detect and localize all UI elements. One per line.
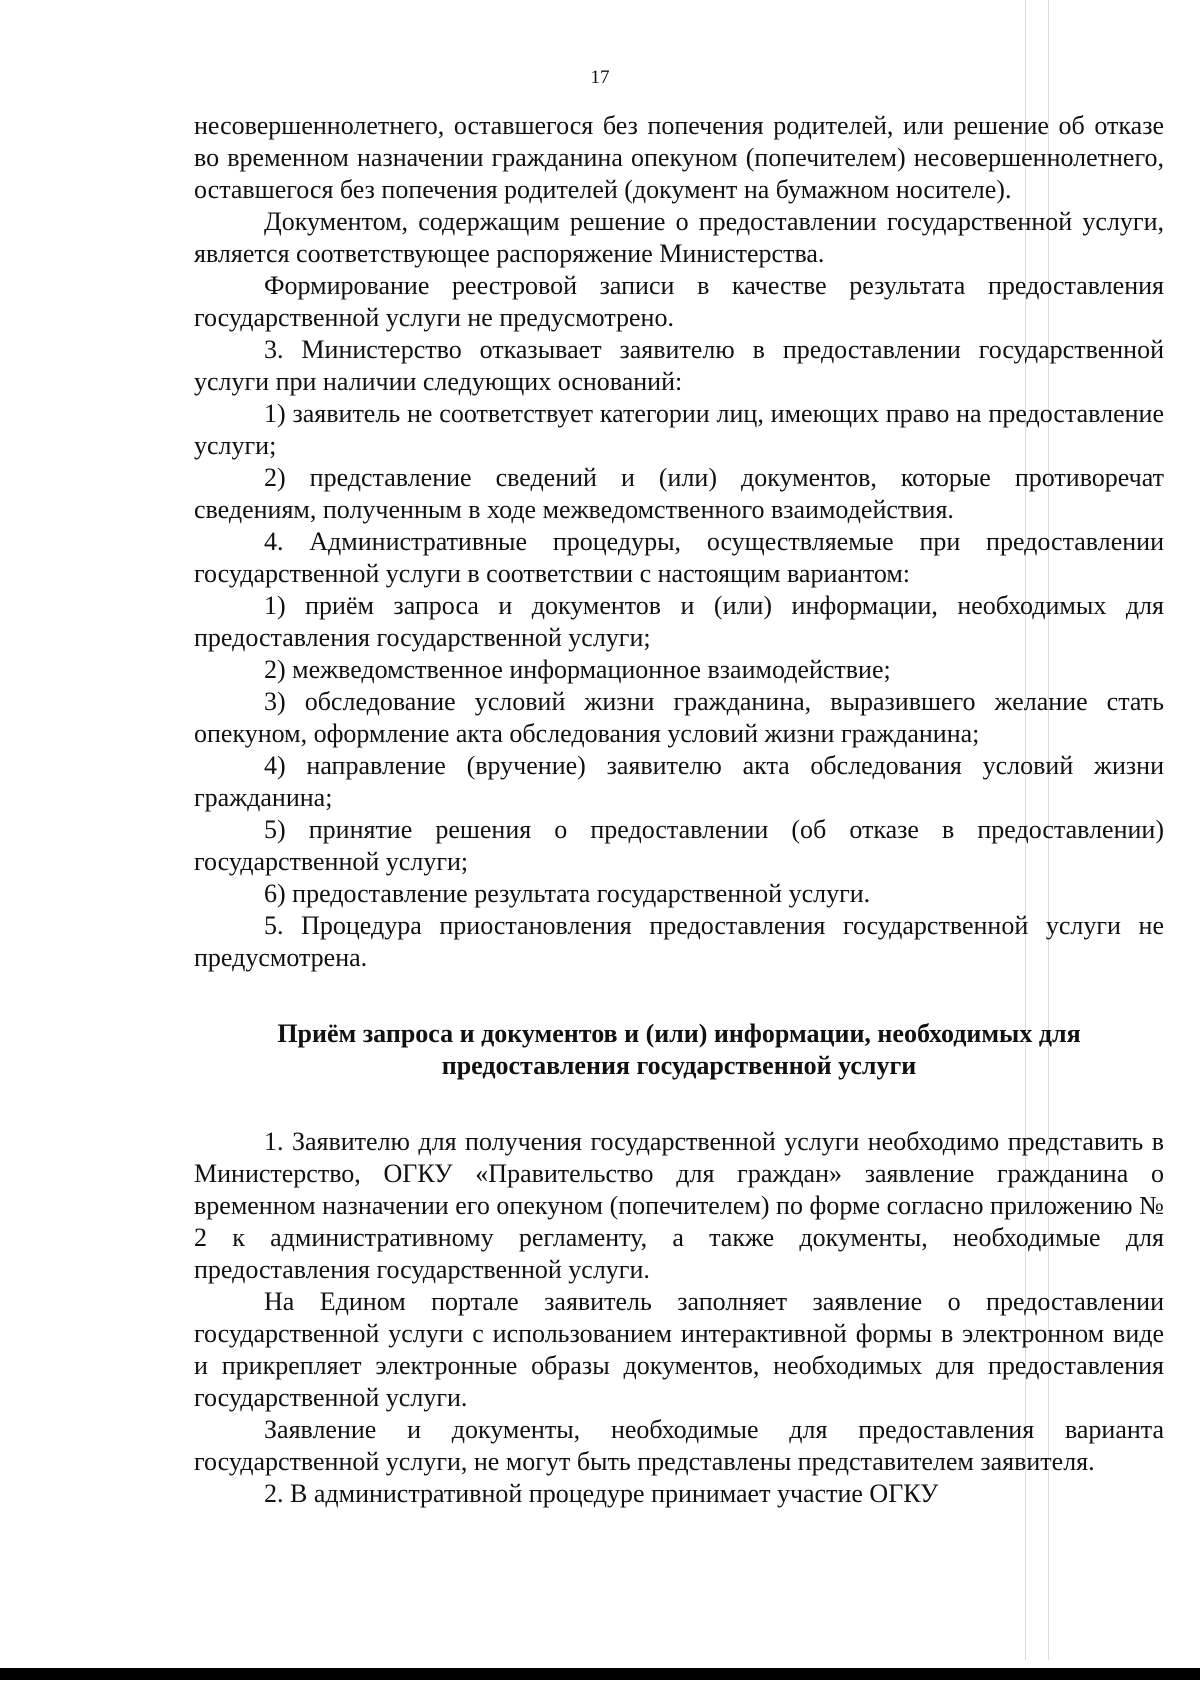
paragraph: 1) заявитель не соответствует категории лиц, имеющих право на предоставление услуги; xyxy=(194,399,1164,460)
scan-bottom-border xyxy=(0,1668,1200,1680)
document-body xyxy=(194,110,1164,1510)
paragraph: Документом, содержащим решение о предоставлении государственной услуги, является соответствующее распоряжение Министерства. xyxy=(194,207,1164,268)
page-number: 17 xyxy=(590,67,610,88)
paragraph: 3) обследование условий жизни гражданина, выразившего желание стать опекуном, оформление акта обследования условий жизни гражданина; xyxy=(194,687,1164,748)
paragraph: 2. В административной процедуре принимает участие ОГКУ xyxy=(264,1479,939,1508)
paragraph: 2) представление сведений и (или) документов, которые противоречат сведениям, полученным в ходе межведомственного взаимодействия. xyxy=(194,463,1164,524)
paragraph: 5. Процедура приостановления предоставления государственной услуги не предусмотрена. xyxy=(194,911,1164,972)
paragraph: Формирование реестровой записи в качестве результата предоставления государственной услуги не предусмотрено. xyxy=(194,271,1164,332)
paragraph: Заявление и документы, необходимые для предоставления варианта государственной услуги, не могут быть представлены представителем заявителя. xyxy=(194,1415,1164,1476)
paragraph: 3. Министерство отказывает заявителю в предоставлении государственной услуги при наличии следующих оснований: xyxy=(194,335,1164,396)
paragraph-group-top xyxy=(194,110,1164,974)
paragraph: 1) приём запроса и документов и (или) информации, необходимых для предоставления государственной услуги; xyxy=(194,591,1164,652)
paragraph: 1. Заявителю для получения государственной услуги необходимо представить в Министерство, ОГКУ «Правительство для граждан» заявление гражданина о временном назначении его опекуном (попечителем) по форме согласно приложению № 2 к административному регламенту, а также документы, необходимые для предоставления государственной услуги. xyxy=(194,1127,1164,1284)
section-heading: Приём запроса и документов и (или) информации, необходимых для предоставления государственной услуги xyxy=(277,1019,1081,1080)
paragraph: несовершеннолетнего, оставшегося без попечения родителей, или решение об отказе во временном назначении гражданина опекуном (попечителем) несовершеннолетнего, оставшегося без попечения родителей (документ на бумажном носителе). xyxy=(194,111,1164,204)
paragraph: 2) межведомственное информационное взаимодействие; xyxy=(264,655,891,684)
paragraph-group-bottom xyxy=(194,1126,1164,1510)
paragraph: 4) направление (вручение) заявителю акта обследования условий жизни гражданина; xyxy=(194,751,1164,812)
paragraph: 4. Административные процедуры, осуществляемые при предоставлении государственной услуги в соответствии с настоящим вариантом: xyxy=(194,527,1164,588)
paragraph: 6) предоставление результата государственной услуги. xyxy=(264,879,871,908)
paragraph: 5) принятие решения о предоставлении (об отказе в предоставлении) государственной услуги; xyxy=(194,815,1164,876)
paragraph: На Едином портале заявитель заполняет заявление о предоставлении государственной услуги с использованием интерактивной формы в электронном виде и прикрепляет электронные образы документов, необходимых для предоставления государственной услуги. xyxy=(194,1287,1164,1412)
